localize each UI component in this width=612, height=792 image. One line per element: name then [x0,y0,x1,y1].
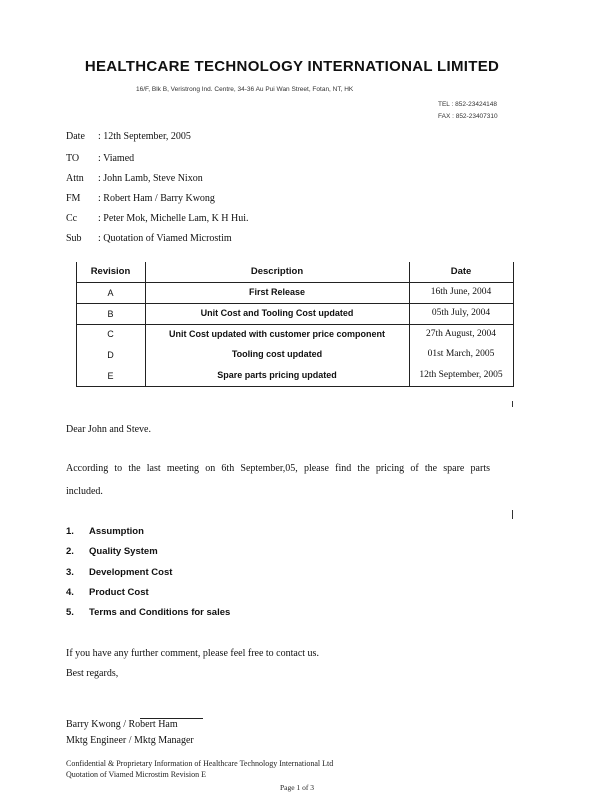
header-label-fm: FM [66,193,81,204]
table-cell-description: First Release [248,287,306,297]
table-header-date: Date [450,266,472,277]
table-header-description: Description [250,266,304,277]
section-title-assumption: Assumption [89,526,144,537]
salutation: Dear John and Steve. [66,424,151,435]
table-border [76,324,514,325]
closing-regards: Best regards, [66,668,119,679]
table-border [76,386,514,387]
margin-mark [512,510,513,519]
table-border [76,282,514,283]
company-name: HEALTHCARE TECHNOLOGY INTERNATIONAL LIMITED [84,58,500,75]
section-number: 5. [66,607,74,618]
table-cell-description: Unit Cost updated with customer price component [168,329,385,339]
header-label-sub: Sub [66,233,82,244]
table-header-revision: Revision [90,266,131,277]
header-value-fm: : Robert Ham / Barry Kwong [98,193,215,204]
company-address: 16/F, Blk B, Veristrong Ind. Centre, 34-36 Au Pui Wan Street, Fotan, NT, HK [136,86,354,93]
header-label-date: Date [66,131,85,142]
header-value-sub: : Quotation of Viamed Microstim [98,233,232,244]
closing-comment: If you have any further comment, please feel free to contact us. [66,648,319,659]
signature-titles: Mktg Engineer / Mktg Manager [66,735,194,746]
contact-fax: FAX : 852-23407310 [438,113,498,120]
table-cell-date: 12th September, 2005 [419,370,503,380]
table-cell-date: 27th August, 2004 [426,329,496,339]
table-cell-date: 05th July, 2004 [431,308,491,318]
header-value-attn: : John Lamb, Steve Nixon [98,173,203,184]
header-value-cc: : Peter Mok, Michelle Lam, K H Hui. [98,213,249,224]
header-label-attn: Attn [66,173,84,184]
section-number: 1. [66,526,74,537]
table-cell-date: 16th June, 2004 [430,287,492,297]
header-value-to: : Viamed [98,153,135,164]
table-cell-revision: C [107,329,114,339]
table-cell-revision: A [107,288,114,298]
signature-names: Barry Kwong / Robert Ham [66,719,178,730]
table-cell-description: Tooling cost updated [231,349,323,359]
footer-confidential: Confidential & Proprietary Information of Healthcare Technology International Ltd [66,759,334,768]
table-cell-date: 01st March, 2005 [427,349,495,359]
contact-tel: TEL : 852-23424148 [438,101,498,108]
section-title-terms: Terms and Conditions for sales [89,607,231,618]
section-title-product-cost: Product Cost [89,587,149,598]
revision-table [76,262,514,387]
header-label-to: TO [66,153,80,164]
header-value-date: : 12th September, 2005 [98,131,191,142]
table-cell-description: Unit Cost and Tooling Cost updated [200,308,354,318]
intro-paragraph-line1: According to the last meeting on 6th September,05, please find the pricing of the spare parts [66,463,490,474]
section-title-development-cost: Development Cost [89,567,173,578]
section-number: 2. [66,546,74,557]
table-cell-revision: D [107,350,114,360]
section-title-quality-system: Quality System [89,546,158,557]
footer-doc-title: Quotation of Viamed Microstim Revision E [66,770,207,779]
section-number: 4. [66,587,74,598]
table-cell-description: Spare parts pricing updated [217,370,337,380]
header-label-cc: Cc [66,213,78,224]
intro-paragraph-line2: included. [66,486,103,497]
page-number: Page 1 of 3 [280,783,314,792]
table-cell-revision: E [107,371,114,381]
section-number: 3. [66,567,74,578]
table-cell-revision: B [107,309,114,319]
table-border [76,303,514,304]
margin-mark [512,401,513,407]
